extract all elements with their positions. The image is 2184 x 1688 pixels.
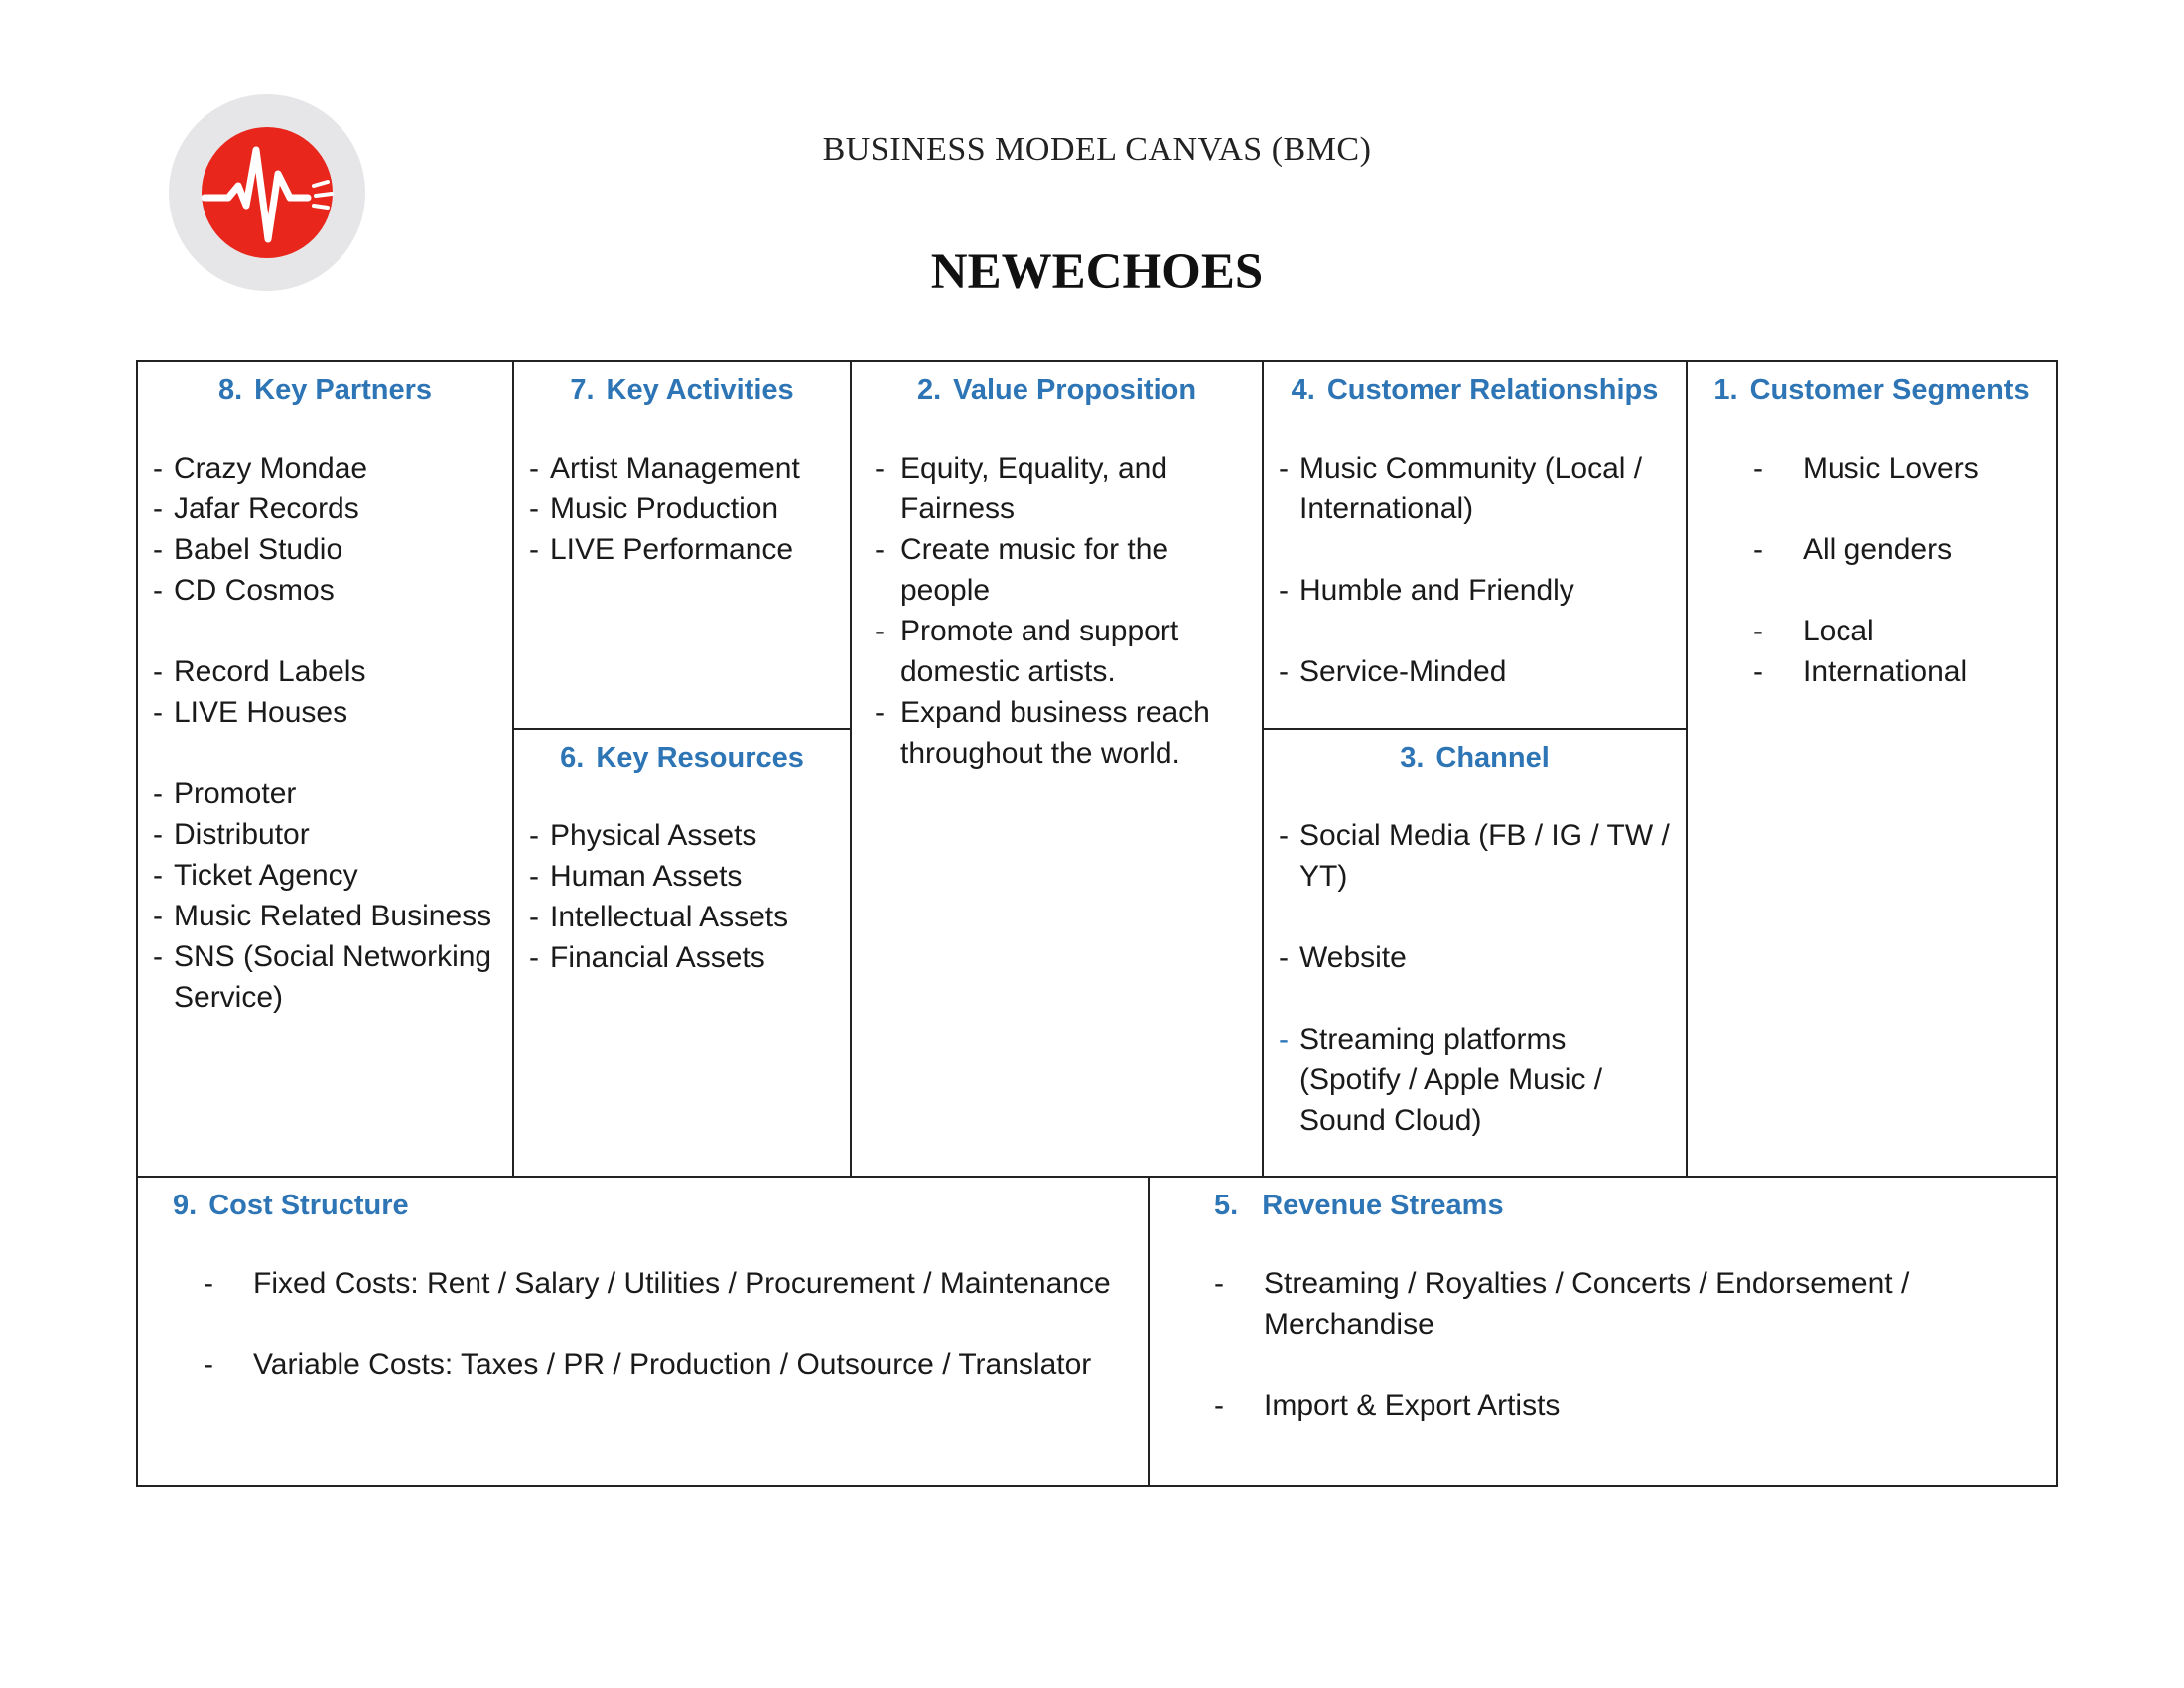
value-proposition-section [852, 362, 1264, 1176]
list-item: - Music Lovers [1753, 452, 1979, 485]
list-item: - Promote and support domestic artists. [875, 615, 1179, 688]
list-item: - Streaming platforms (Spotify / Apple Music / Sound Cloud) [1279, 1023, 1603, 1137]
customer-segments-heading [1688, 362, 2056, 412]
key-activities-heading [514, 362, 850, 412]
section-title: Value Proposition [953, 374, 1197, 406]
key-resources-section [514, 730, 852, 1176]
revenue-streams-section [1150, 1176, 2056, 1485]
list-item: - Expand business reach throughout the world. [875, 696, 1210, 770]
channel-section [1264, 730, 1688, 1176]
list-item: - Intellectual Assets [529, 901, 789, 933]
list-item: - Crazy Mondae [153, 452, 368, 485]
list-item: - Humble and Friendly [1279, 574, 1574, 607]
list-item: - Social Media (FB / IG / TW / YT) [1279, 819, 1670, 893]
customer-segments-list [1688, 448, 2056, 692]
list-item: - SNS (Social Networking Service) [153, 940, 492, 1014]
list-item: - Variable Costs: Taxes / PR / Production / Outsource / Translator [204, 1348, 1092, 1381]
section-number: 4. [1291, 374, 1315, 406]
revenue-streams-list [1150, 1263, 2056, 1426]
list-item: - Promoter [153, 777, 297, 810]
list-item: - International [1753, 655, 1968, 688]
cost-structure-list [138, 1263, 1148, 1385]
section-title: Key Activities [606, 374, 794, 406]
customer-relationships-heading [1264, 362, 1686, 412]
key-partners-heading [138, 362, 512, 412]
key-partners-list [138, 448, 512, 1018]
section-number: 5. [1214, 1190, 1239, 1221]
value-proposition-list [852, 448, 1262, 774]
section-title: Customer Relationships [1326, 374, 1659, 406]
list-item: - All genders [1753, 533, 1953, 566]
section-number: 3. [1400, 742, 1425, 774]
list-item: - Create music for the people [875, 533, 1169, 607]
list-item: - Physical Assets [529, 819, 757, 852]
list-item: - Ticket Agency [153, 859, 358, 892]
revenue-streams-heading [1150, 1178, 2056, 1227]
key-activities-list [514, 448, 850, 570]
document-title: NEWECHOES [930, 244, 1264, 300]
section-title: Revenue Streams [1262, 1190, 1504, 1221]
section-title: Channel [1435, 742, 1550, 774]
section-title: Customer Segments [1749, 374, 2030, 406]
key-resources-list [514, 815, 850, 978]
list-item: - Babel Studio [153, 533, 343, 566]
cost-structure-section [138, 1176, 1150, 1485]
list-item: - Import & Export Artists [1214, 1389, 1561, 1422]
list-item: - Fixed Costs: Rent / Salary / Utilities / Procurement / Maintenance [204, 1267, 1111, 1300]
list-item: - Music Community (Local / International) [1279, 452, 1643, 525]
customer-segments-section [1688, 362, 2056, 1176]
section-number: 1. [1713, 374, 1738, 406]
list-item: - Distributor [153, 818, 310, 851]
list-item: - Artist Management [529, 452, 800, 485]
key-activities-section [514, 362, 852, 730]
list-item: - Music Related Business [153, 900, 492, 932]
section-number: 8. [217, 374, 243, 406]
list-item: - Music Production [529, 492, 779, 525]
key-partners-section [138, 362, 514, 1176]
section-title: Key Partners [254, 374, 433, 406]
value-proposition-heading [852, 362, 1262, 412]
channel-list [1264, 815, 1686, 1141]
list-item: - Jafar Records [153, 492, 359, 525]
list-item: - CD Cosmos [153, 574, 335, 607]
document-subtitle: BUSINESS MODEL CANVAS (BMC) [822, 131, 1372, 168]
cost-structure-heading [138, 1178, 1148, 1227]
list-item: - Financial Assets [529, 941, 765, 974]
list-item: - Human Assets [529, 860, 743, 893]
section-number: 2. [916, 374, 942, 406]
list-item: - LIVE Houses [153, 696, 348, 729]
section-title: Key Resources [596, 742, 804, 774]
section-number: 6. [560, 742, 585, 774]
list-item: - Local [1753, 615, 1874, 647]
list-item: - Streaming / Royalties / Concerts / Endorsement / Merchandise [1214, 1267, 1910, 1340]
list-item: - Website [1279, 941, 1407, 974]
section-number: 9. [173, 1190, 198, 1221]
customer-relationships-list [1264, 448, 1686, 692]
list-item: - Record Labels [153, 655, 366, 688]
list-item: - LIVE Performance [529, 533, 794, 566]
key-resources-heading [514, 730, 850, 779]
customer-relationships-section [1264, 362, 1688, 730]
section-number: 7. [570, 374, 595, 406]
list-item: - Equity, Equality, and Fairness [875, 452, 1168, 525]
business-model-canvas [136, 360, 2058, 1487]
channel-heading [1264, 730, 1686, 779]
list-item: - Service-Minded [1279, 655, 1507, 688]
section-title: Cost Structure [208, 1190, 409, 1221]
